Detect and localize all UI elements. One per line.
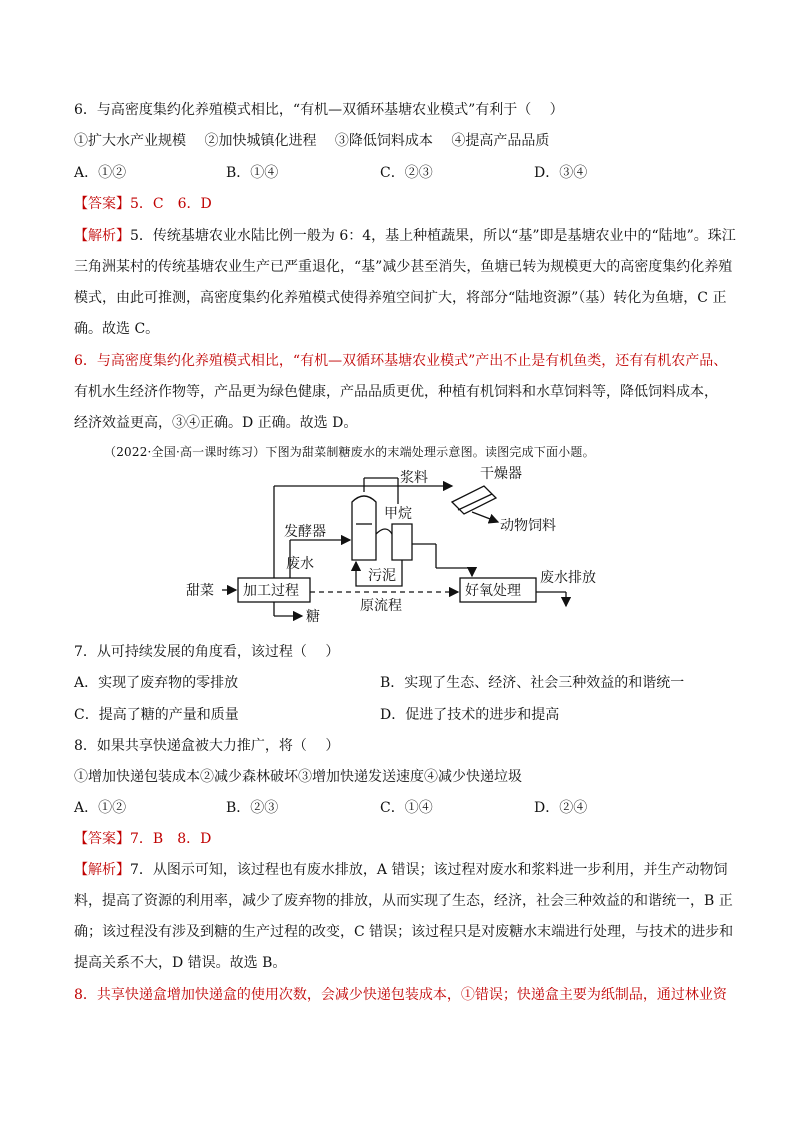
label-fermenter: 发酵器 <box>284 524 326 540</box>
answer-text: 7．B 8．D <box>130 831 212 847</box>
analysis-6-line-1: 6．与高密度集约化养殖模式相比，“有机—双循环基塘农业模式”产出不止是有机鱼类，还有有机农产品、 <box>74 353 728 369</box>
analysis-1-line-2: 三角洲某村的传统基塘农业生产已严重退化，“基”减少甚至消失，鱼塘已转为规模更大的高密度集约化养殖 <box>74 259 733 275</box>
analysis-2-line-1 <box>74 860 727 880</box>
analysis-6-line-2: 有机水生经济作物等，产品更为绿色健康，产品品质更优，种植有机饲料和水草饲料等，降低饲料成本， <box>74 384 718 400</box>
answer-1 <box>74 194 212 214</box>
label-methane: 甲烷 <box>384 506 412 522</box>
q6-option-b: B．①④ <box>226 165 279 181</box>
label-beet: 甜菜 <box>186 583 214 599</box>
flow-diagram <box>0 464 794 634</box>
q6-option-c: C．②③ <box>380 165 433 181</box>
answer-label: 【答案】 <box>74 196 130 212</box>
answer-2 <box>74 829 211 849</box>
q7-option-c: C．提高了糖的产量和质量 <box>74 707 239 723</box>
q6-items: ①扩大水产业规模 ②加快城镇化进程 ③降低饲料成本 ④提高产品品质 <box>74 133 550 149</box>
analysis-1-line-4: 确。故选 C。 <box>74 321 160 337</box>
q8-stem: 8．如果共享快递盒被大力推广，将（ ） <box>74 738 340 754</box>
q8-option-b: B．②③ <box>226 800 279 816</box>
answer-label: 【答案】 <box>74 831 130 847</box>
analysis-1-line-3: 模式，由此可推测，高密度集约化养殖模式使得养殖空间扩大，将部分“陆地资源”（基）转化为鱼塘，C 正 <box>74 290 727 306</box>
q8-option-a: A．①② <box>74 800 127 816</box>
analysis-2-line-3: 确；该过程没有涉及到糖的生产过程的改变，C 错误；该过程只是对废糖水末端进行处理，与技术的进步和 <box>74 924 734 940</box>
analysis-text: 7．从图示可知，该过程也有废水排放，A 错误；该过程对废水和浆料进一步利用，并生产动物饲 <box>130 862 728 878</box>
analysis-2-line-4: 提高关系不大，D 错误。故选 B。 <box>74 955 287 971</box>
answer-text: 5．C 6．D <box>130 196 212 212</box>
q8-option-d: D．②④ <box>534 800 588 816</box>
analysis-6-line-3: 经济效益更高，③④正确。D 正确。故选 D。 <box>74 415 358 431</box>
label-discharge: 废水排放 <box>540 570 596 586</box>
q7-option-d: D．促进了技术的进步和提高 <box>380 707 560 723</box>
label-processing: 加工过程 <box>243 583 299 599</box>
q8-items: ①增加快递包装成本②减少森林破坏③增加快递发送速度④减少快递垃圾 <box>74 769 522 785</box>
q7-stem: 7．从可持续发展的角度看，该过程（ ） <box>74 644 340 660</box>
q6-option-a: A．①② <box>74 165 127 181</box>
label-wastewater: 废水 <box>286 556 314 572</box>
analysis-8-line-1: 8．共享快递盒增加快递盒的使用次数，会减少快递包装成本，①错误；快递盒主要为纸制品，通过林业资 <box>74 987 727 1003</box>
analysis-2-line-2: 料，提高了资源的利用率，减少了废弃物的排放，从而实现了生态，经济，社会三种效益的和谐统一，B 正 <box>74 893 733 909</box>
analysis-1-line-1 <box>74 226 736 246</box>
analysis-label: 【解析】 <box>74 862 130 878</box>
analysis-text: 5．传统基塘农业水陆比例一般为 6：4，基上种植蔬果，所以“基”即是基塘农业中的“陆地”。珠江 <box>130 228 736 244</box>
label-dryer: 干燥器 <box>480 466 522 482</box>
label-sugar: 糖 <box>306 609 320 625</box>
source-line: （2022·全国·高一课时练习）下图为甜菜制糖废水的末端处理示意图。读图完成下面小题。 <box>104 445 595 459</box>
q7-option-a: A．实现了废弃物的零排放 <box>74 675 239 691</box>
label-sludge: 污泥 <box>368 568 396 584</box>
analysis-label: 【解析】 <box>74 228 130 244</box>
q6-stem: 6．与高密度集约化养殖模式相比，“有机—双循环基塘农业模式”有利于（ ） <box>74 102 564 118</box>
q8-option-c: C．①④ <box>380 800 433 816</box>
label-orig-flow: 原流程 <box>360 598 402 614</box>
label-slurry: 浆料 <box>400 470 428 486</box>
label-feed: 动物饲料 <box>500 518 556 534</box>
label-aerobic: 好氧处理 <box>465 583 521 599</box>
q7-option-b: B．实现了生态、经济、社会三种效益的和谐统一 <box>380 675 685 691</box>
q6-option-d: D．③④ <box>534 165 588 181</box>
